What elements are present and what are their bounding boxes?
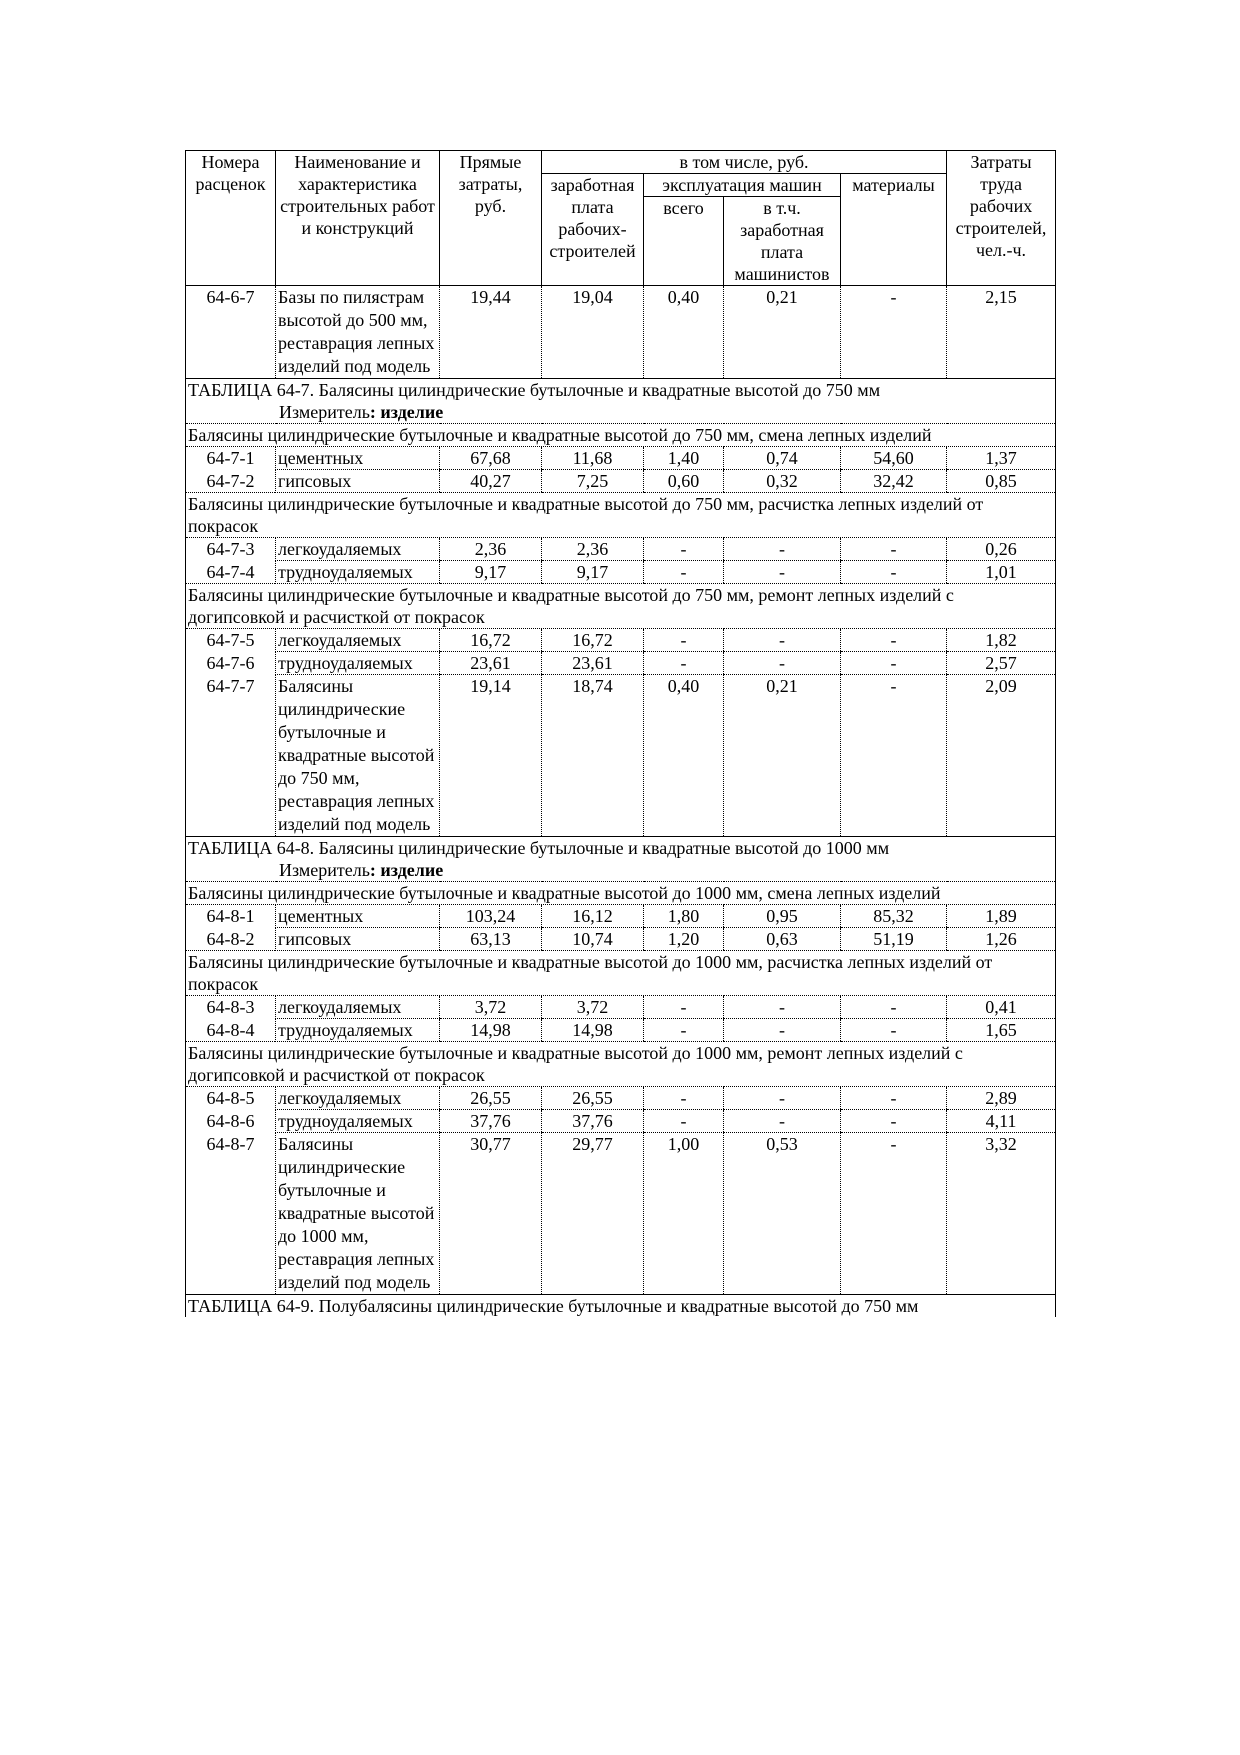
row-machines-wage: 0,74 [724,447,841,470]
row-name: Балясины цилиндрические бутылочные и квадратные высотой до 750 мм, реставрация лепных изделий под модель [276,675,440,837]
row-direct: 30,77 [440,1133,542,1295]
table-body [186,286,1056,1318]
table-row [186,675,1056,837]
row-wage: 16,12 [542,905,644,928]
row-machines: 0,60 [644,470,724,493]
row-wage: 14,98 [542,1019,644,1042]
row-direct: 37,76 [440,1110,542,1133]
row-wage: 16,72 [542,629,644,652]
header-code: Номера расценок [186,151,276,286]
row-code: 64-8-5 [186,1087,276,1110]
row-direct: 2,36 [440,538,542,561]
row-name: гипсовых [276,470,440,493]
row-direct: 23,61 [440,652,542,675]
row-direct: 40,27 [440,470,542,493]
group-heading: Балясины цилиндрические бутылочные и квадратные высотой до 750 мм, ремонт лепных изделий с догипсовкой и расчисткой от покрасок [186,584,1056,629]
row-code: 64-7-4 [186,561,276,584]
group-heading: Балясины цилиндрические бутылочные и квадратные высотой до 750 мм, расчистка лепных изделий от покрасок [186,493,1056,538]
row-code: 64-6-7 [186,286,276,379]
row-name: цементных [276,447,440,470]
table-title: ТАБЛИЦА 64-7. Балясины цилиндрические бутылочные и квадратные высотой до 750 мм [186,379,1056,402]
measure-unit: : изделие [369,402,444,422]
row-code: 64-7-7 [186,675,276,837]
row-machines: 1,20 [644,928,724,951]
row-machines-wage: 0,32 [724,470,841,493]
row-name: легкоудаляемых [276,538,440,561]
table-row [186,1019,1056,1042]
row-wage: 9,17 [542,561,644,584]
row-machines-wage: - [724,1110,841,1133]
row-materials: 32,42 [841,470,947,493]
row-machines: - [644,1087,724,1110]
header-machines-wage: в т.ч. заработная плата машинистов [724,197,841,286]
row-machines: 0,40 [644,286,724,379]
header-machines-total: всего [644,197,724,286]
row-name: цементных [276,905,440,928]
table-title: ТАБЛИЦА 64-9. Полубалясины цилиндрические бутылочные и квадратные высотой до 750 мм [186,1295,1056,1318]
header-name: Наименование и характеристика строительных работ и конструкций [276,151,440,286]
row-materials: - [841,561,947,584]
row-machines: - [644,996,724,1019]
row-code: 64-7-3 [186,538,276,561]
row-labor: 0,41 [947,996,1056,1019]
row-materials: 85,32 [841,905,947,928]
measure-line [186,401,1056,424]
row-labor: 2,09 [947,675,1056,837]
row-wage: 23,61 [542,652,644,675]
row-materials: - [841,629,947,652]
row-direct: 67,68 [440,447,542,470]
row-machines: - [644,1019,724,1042]
row-name: трудноудаляемых [276,652,440,675]
row-materials: - [841,538,947,561]
row-name: трудноудаляемых [276,561,440,584]
row-machines-wage: - [724,1087,841,1110]
row-materials: - [841,652,947,675]
row-name: легкоудаляемых [276,996,440,1019]
measure-label: Измеритель [279,860,370,880]
group-heading: Балясины цилиндрические бутылочные и квадратные высотой до 750 мм, смена лепных изделий [186,424,1056,447]
row-wage: 29,77 [542,1133,644,1295]
row-labor: 1,89 [947,905,1056,928]
row-wage: 10,74 [542,928,644,951]
header-machines: эксплуатация машин [644,174,841,197]
row-materials: 54,60 [841,447,947,470]
header-including: в том числе, руб. [542,151,947,174]
row-machines: - [644,1110,724,1133]
row-labor: 1,01 [947,561,1056,584]
row-direct: 16,72 [440,629,542,652]
row-code: 64-8-3 [186,996,276,1019]
row-materials: - [841,675,947,837]
row-wage: 3,72 [542,996,644,1019]
table-row [186,905,1056,928]
header-labor: Затраты труда рабочих строителей, чел.-ч. [947,151,1056,286]
row-machines: 1,40 [644,447,724,470]
row-wage: 11,68 [542,447,644,470]
row-wage: 37,76 [542,1110,644,1133]
row-direct: 19,44 [440,286,542,379]
row-machines: 1,80 [644,905,724,928]
row-labor: 1,65 [947,1019,1056,1042]
row-name: трудноудаляемых [276,1110,440,1133]
row-name: легкоудаляемых [276,1087,440,1110]
row-name: Базы по пилястрам высотой до 500 мм, реставрация лепных изделий под модель [276,286,440,379]
table-row [186,1133,1056,1295]
row-materials: 51,19 [841,928,947,951]
table-row [186,1110,1056,1133]
row-labor: 3,32 [947,1133,1056,1295]
row-labor: 2,15 [947,286,1056,379]
group-heading: Балясины цилиндрические бутылочные и квадратные высотой до 1000 мм, ремонт лепных изделий с догипсовкой и расчисткой от покрасок [186,1042,1056,1087]
table-row [186,561,1056,584]
row-direct: 9,17 [440,561,542,584]
table-row [186,928,1056,951]
header-direct: Прямые затраты, руб. [440,151,542,286]
row-materials: - [841,286,947,379]
table-row [186,470,1056,493]
row-labor: 1,26 [947,928,1056,951]
table-row [186,447,1056,470]
row-labor: 0,26 [947,538,1056,561]
row-code: 64-7-6 [186,652,276,675]
table-title: ТАБЛИЦА 64-8. Балясины цилиндрические бутылочные и квадратные высотой до 1000 мм [186,837,1056,860]
row-machines: - [644,629,724,652]
row-direct: 3,72 [440,996,542,1019]
row-machines: - [644,538,724,561]
group-heading: Балясины цилиндрические бутылочные и квадратные высотой до 1000 мм, расчистка лепных изделий от покрасок [186,951,1056,996]
row-name: трудноудаляемых [276,1019,440,1042]
row-direct: 103,24 [440,905,542,928]
row-wage: 2,36 [542,538,644,561]
table-row [186,652,1056,675]
row-machines-wage: - [724,996,841,1019]
row-code: 64-8-2 [186,928,276,951]
row-labor: 1,37 [947,447,1056,470]
row-machines-wage: - [724,1019,841,1042]
row-machines-wage: - [724,561,841,584]
table-row [186,629,1056,652]
row-materials: - [841,1087,947,1110]
row-wage: 26,55 [542,1087,644,1110]
row-machines: - [644,652,724,675]
price-table [185,150,1056,1317]
table-row [186,538,1056,561]
row-machines-wage: - [724,538,841,561]
row-code: 64-7-2 [186,470,276,493]
measure-unit: : изделие [369,860,444,880]
row-name: легкоудаляемых [276,629,440,652]
table-row [186,286,1056,379]
row-name: Балясины цилиндрические бутылочные и квадратные высотой до 1000 мм, реставрация лепных изделий под модель [276,1133,440,1295]
row-direct: 19,14 [440,675,542,837]
row-code: 64-8-4 [186,1019,276,1042]
row-materials: - [841,1110,947,1133]
row-machines-wage: 0,21 [724,286,841,379]
row-machines: - [644,561,724,584]
row-wage: 19,04 [542,286,644,379]
row-wage: 18,74 [542,675,644,837]
row-machines-wage: 0,95 [724,905,841,928]
measure-label: Измеритель [279,402,370,422]
row-materials: - [841,996,947,1019]
row-code: 64-8-7 [186,1133,276,1295]
row-machines-wage: 0,63 [724,928,841,951]
row-machines: 1,00 [644,1133,724,1295]
table-row [186,996,1056,1019]
row-code: 64-8-6 [186,1110,276,1133]
row-code: 64-7-5 [186,629,276,652]
row-wage: 7,25 [542,470,644,493]
table-row [186,1087,1056,1110]
row-machines-wage: 0,53 [724,1133,841,1295]
row-machines-wage: 0,21 [724,675,841,837]
row-machines-wage: - [724,629,841,652]
row-labor: 2,89 [947,1087,1056,1110]
row-code: 64-8-1 [186,905,276,928]
row-labor: 2,57 [947,652,1056,675]
row-name: гипсовых [276,928,440,951]
row-direct: 26,55 [440,1087,542,1110]
row-machines-wage: - [724,652,841,675]
measure-line [186,859,1056,882]
row-direct: 14,98 [440,1019,542,1042]
row-labor: 0,85 [947,470,1056,493]
row-labor: 1,82 [947,629,1056,652]
header-wage: заработная плата рабочих-строителей [542,174,644,286]
row-labor: 4,11 [947,1110,1056,1133]
row-code: 64-7-1 [186,447,276,470]
row-direct: 63,13 [440,928,542,951]
header-materials: материалы [841,174,947,286]
row-machines: 0,40 [644,675,724,837]
row-materials: - [841,1133,947,1295]
row-materials: - [841,1019,947,1042]
group-heading: Балясины цилиндрические бутылочные и квадратные высотой до 1000 мм, смена лепных изделий [186,882,1056,905]
